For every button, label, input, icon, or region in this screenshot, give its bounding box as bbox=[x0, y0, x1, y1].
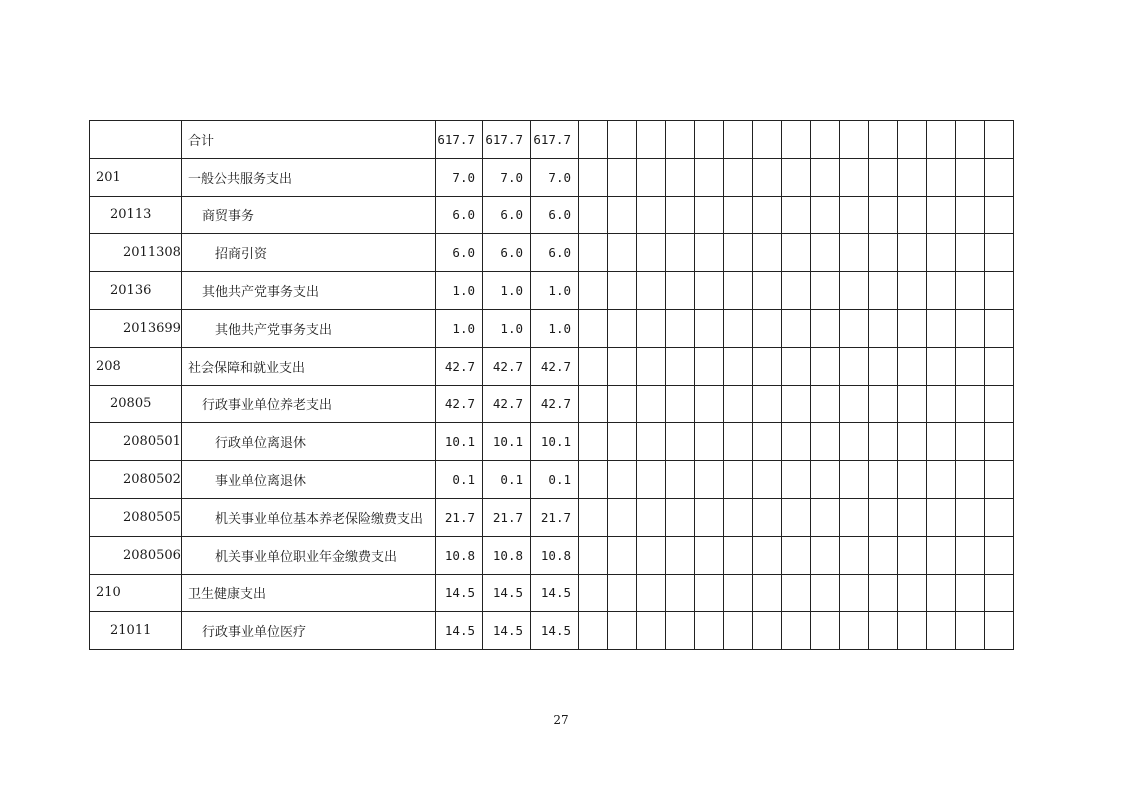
amount-cell: 21.7 bbox=[436, 498, 483, 536]
empty-cell bbox=[666, 612, 695, 650]
empty-cell bbox=[927, 196, 956, 234]
empty-cell bbox=[869, 536, 898, 574]
empty-cell bbox=[724, 121, 753, 159]
empty-cell bbox=[695, 121, 724, 159]
empty-cell bbox=[782, 309, 811, 347]
empty-cell bbox=[840, 121, 869, 159]
table-row bbox=[90, 234, 1014, 272]
subject-name-cell: 事业单位离退休 bbox=[182, 461, 436, 499]
empty-cell bbox=[724, 612, 753, 650]
amount-cell: 42.7 bbox=[483, 385, 531, 423]
amount-cell: 10.1 bbox=[531, 423, 579, 461]
empty-cell bbox=[840, 347, 869, 385]
empty-cell bbox=[840, 612, 869, 650]
subject-name-cell: 行政事业单位医疗 bbox=[182, 612, 436, 650]
amount-cell: 10.8 bbox=[436, 536, 483, 574]
empty-cell bbox=[666, 461, 695, 499]
empty-cell bbox=[724, 196, 753, 234]
empty-cell bbox=[782, 574, 811, 612]
empty-cell bbox=[608, 347, 637, 385]
table-row bbox=[90, 347, 1014, 385]
empty-cell bbox=[927, 272, 956, 310]
empty-cell bbox=[579, 272, 608, 310]
empty-cell bbox=[753, 461, 782, 499]
empty-cell bbox=[869, 121, 898, 159]
empty-cell bbox=[985, 423, 1014, 461]
empty-cell bbox=[985, 309, 1014, 347]
empty-cell bbox=[637, 498, 666, 536]
subject-name-cell: 机关事业单位职业年金缴费支出 bbox=[182, 536, 436, 574]
empty-cell bbox=[579, 536, 608, 574]
empty-cell bbox=[695, 272, 724, 310]
empty-cell bbox=[753, 196, 782, 234]
empty-cell bbox=[956, 536, 985, 574]
empty-cell bbox=[898, 385, 927, 423]
subject-code-cell: 2080505 bbox=[90, 498, 182, 536]
table-row bbox=[90, 536, 1014, 574]
empty-cell bbox=[898, 347, 927, 385]
empty-cell bbox=[985, 574, 1014, 612]
empty-cell bbox=[579, 196, 608, 234]
amount-cell: 1.0 bbox=[531, 272, 579, 310]
empty-cell bbox=[840, 158, 869, 196]
empty-cell bbox=[666, 347, 695, 385]
empty-cell bbox=[840, 385, 869, 423]
empty-cell bbox=[579, 612, 608, 650]
empty-cell bbox=[869, 234, 898, 272]
empty-cell bbox=[666, 272, 695, 310]
empty-cell bbox=[637, 234, 666, 272]
empty-cell bbox=[985, 461, 1014, 499]
empty-cell bbox=[666, 158, 695, 196]
table-row bbox=[90, 272, 1014, 310]
subject-name-cell: 机关事业单位基本养老保险缴费支出 bbox=[182, 498, 436, 536]
amount-cell: 1.0 bbox=[483, 309, 531, 347]
empty-cell bbox=[666, 536, 695, 574]
subject-name-cell: 社会保障和就业支出 bbox=[182, 347, 436, 385]
empty-cell bbox=[666, 234, 695, 272]
empty-cell bbox=[579, 121, 608, 159]
empty-cell bbox=[695, 196, 724, 234]
empty-cell bbox=[956, 461, 985, 499]
empty-cell bbox=[869, 498, 898, 536]
empty-cell bbox=[753, 121, 782, 159]
empty-cell bbox=[695, 347, 724, 385]
amount-cell: 617.7 bbox=[531, 121, 579, 159]
empty-cell bbox=[782, 196, 811, 234]
amount-cell: 0.1 bbox=[483, 461, 531, 499]
empty-cell bbox=[608, 612, 637, 650]
empty-cell bbox=[695, 612, 724, 650]
empty-cell bbox=[753, 536, 782, 574]
amount-cell: 14.5 bbox=[436, 612, 483, 650]
table-row bbox=[90, 121, 1014, 159]
empty-cell bbox=[840, 272, 869, 310]
empty-cell bbox=[811, 574, 840, 612]
empty-cell bbox=[782, 423, 811, 461]
empty-cell bbox=[579, 461, 608, 499]
empty-cell bbox=[811, 309, 840, 347]
empty-cell bbox=[985, 234, 1014, 272]
empty-cell bbox=[985, 385, 1014, 423]
empty-cell bbox=[956, 121, 985, 159]
empty-cell bbox=[753, 574, 782, 612]
amount-cell: 7.0 bbox=[436, 158, 483, 196]
subject-code-cell: 2013699 bbox=[90, 309, 182, 347]
empty-cell bbox=[811, 347, 840, 385]
table-row bbox=[90, 612, 1014, 650]
empty-cell bbox=[956, 612, 985, 650]
empty-cell bbox=[985, 121, 1014, 159]
empty-cell bbox=[753, 498, 782, 536]
empty-cell bbox=[666, 498, 695, 536]
empty-cell bbox=[695, 158, 724, 196]
empty-cell bbox=[724, 272, 753, 310]
empty-cell bbox=[956, 272, 985, 310]
empty-cell bbox=[985, 272, 1014, 310]
empty-cell bbox=[840, 423, 869, 461]
amount-cell: 14.5 bbox=[483, 612, 531, 650]
empty-cell bbox=[608, 272, 637, 310]
empty-cell bbox=[695, 498, 724, 536]
empty-cell bbox=[840, 461, 869, 499]
empty-cell bbox=[608, 121, 637, 159]
empty-cell bbox=[608, 498, 637, 536]
amount-cell: 10.8 bbox=[531, 536, 579, 574]
empty-cell bbox=[637, 309, 666, 347]
subject-code-cell: 2080502 bbox=[90, 461, 182, 499]
empty-cell bbox=[898, 309, 927, 347]
empty-cell bbox=[869, 574, 898, 612]
empty-cell bbox=[927, 347, 956, 385]
empty-cell bbox=[579, 158, 608, 196]
empty-cell bbox=[927, 234, 956, 272]
empty-cell bbox=[724, 498, 753, 536]
empty-cell bbox=[927, 498, 956, 536]
empty-cell bbox=[956, 498, 985, 536]
empty-cell bbox=[811, 196, 840, 234]
empty-cell bbox=[695, 423, 724, 461]
empty-cell bbox=[811, 461, 840, 499]
empty-cell bbox=[608, 234, 637, 272]
empty-cell bbox=[724, 461, 753, 499]
subject-code-cell: 20113 bbox=[90, 196, 182, 234]
amount-cell: 0.1 bbox=[531, 461, 579, 499]
amount-cell: 7.0 bbox=[531, 158, 579, 196]
table-row bbox=[90, 574, 1014, 612]
empty-cell bbox=[927, 309, 956, 347]
table-row bbox=[90, 498, 1014, 536]
empty-cell bbox=[985, 612, 1014, 650]
amount-cell: 6.0 bbox=[483, 234, 531, 272]
empty-cell bbox=[927, 423, 956, 461]
amount-cell: 14.5 bbox=[531, 574, 579, 612]
subject-code-cell: 208 bbox=[90, 347, 182, 385]
empty-cell bbox=[782, 234, 811, 272]
empty-cell bbox=[753, 272, 782, 310]
subject-name-cell: 行政单位离退休 bbox=[182, 423, 436, 461]
subject-code-cell: 2011308 bbox=[90, 234, 182, 272]
empty-cell bbox=[927, 158, 956, 196]
table-row bbox=[90, 309, 1014, 347]
subject-name-cell: 一般公共服务支出 bbox=[182, 158, 436, 196]
empty-cell bbox=[869, 272, 898, 310]
empty-cell bbox=[782, 347, 811, 385]
empty-cell bbox=[840, 574, 869, 612]
empty-cell bbox=[869, 423, 898, 461]
empty-cell bbox=[724, 234, 753, 272]
subject-code-cell: 2080501 bbox=[90, 423, 182, 461]
empty-cell bbox=[782, 612, 811, 650]
empty-cell bbox=[869, 158, 898, 196]
subject-code-cell: 2080506 bbox=[90, 536, 182, 574]
empty-cell bbox=[608, 574, 637, 612]
empty-cell bbox=[898, 272, 927, 310]
empty-cell bbox=[927, 574, 956, 612]
empty-cell bbox=[898, 536, 927, 574]
amount-cell: 42.7 bbox=[483, 347, 531, 385]
empty-cell bbox=[724, 536, 753, 574]
empty-cell bbox=[753, 385, 782, 423]
amount-cell: 21.7 bbox=[531, 498, 579, 536]
amount-cell: 6.0 bbox=[531, 234, 579, 272]
empty-cell bbox=[666, 121, 695, 159]
empty-cell bbox=[985, 347, 1014, 385]
empty-cell bbox=[985, 536, 1014, 574]
empty-cell bbox=[927, 385, 956, 423]
empty-cell bbox=[898, 121, 927, 159]
empty-cell bbox=[927, 121, 956, 159]
empty-cell bbox=[956, 158, 985, 196]
empty-cell bbox=[811, 272, 840, 310]
empty-cell bbox=[724, 158, 753, 196]
amount-cell: 6.0 bbox=[436, 234, 483, 272]
page-number: 27 bbox=[553, 713, 569, 727]
empty-cell bbox=[608, 461, 637, 499]
empty-cell bbox=[898, 423, 927, 461]
empty-cell bbox=[956, 196, 985, 234]
amount-cell: 42.7 bbox=[436, 385, 483, 423]
empty-cell bbox=[869, 461, 898, 499]
empty-cell bbox=[608, 385, 637, 423]
empty-cell bbox=[840, 309, 869, 347]
subject-code-cell: 21011 bbox=[90, 612, 182, 650]
empty-cell bbox=[782, 272, 811, 310]
empty-cell bbox=[898, 461, 927, 499]
empty-cell bbox=[753, 347, 782, 385]
empty-cell bbox=[956, 309, 985, 347]
empty-cell bbox=[695, 234, 724, 272]
empty-cell bbox=[869, 196, 898, 234]
amount-cell: 42.7 bbox=[531, 385, 579, 423]
subject-code-cell: 20136 bbox=[90, 272, 182, 310]
table-body bbox=[90, 121, 1014, 650]
empty-cell bbox=[782, 536, 811, 574]
amount-cell: 42.7 bbox=[436, 347, 483, 385]
empty-cell bbox=[985, 498, 1014, 536]
empty-cell bbox=[637, 574, 666, 612]
empty-cell bbox=[840, 234, 869, 272]
table-row bbox=[90, 158, 1014, 196]
empty-cell bbox=[811, 498, 840, 536]
empty-cell bbox=[637, 461, 666, 499]
empty-cell bbox=[753, 234, 782, 272]
empty-cell bbox=[579, 234, 608, 272]
amount-cell: 6.0 bbox=[436, 196, 483, 234]
empty-cell bbox=[608, 423, 637, 461]
amount-cell: 1.0 bbox=[531, 309, 579, 347]
empty-cell bbox=[608, 196, 637, 234]
empty-cell bbox=[579, 574, 608, 612]
subject-code-cell bbox=[90, 121, 182, 159]
subject-name-cell: 其他共产党事务支出 bbox=[182, 309, 436, 347]
amount-cell: 7.0 bbox=[483, 158, 531, 196]
empty-cell bbox=[753, 423, 782, 461]
table-row bbox=[90, 461, 1014, 499]
empty-cell bbox=[956, 385, 985, 423]
empty-cell bbox=[782, 385, 811, 423]
amount-cell: 14.5 bbox=[531, 612, 579, 650]
subject-name-cell: 商贸事务 bbox=[182, 196, 436, 234]
empty-cell bbox=[898, 234, 927, 272]
subject-name-cell: 卫生健康支出 bbox=[182, 574, 436, 612]
empty-cell bbox=[637, 536, 666, 574]
table-row bbox=[90, 385, 1014, 423]
empty-cell bbox=[927, 612, 956, 650]
empty-cell bbox=[724, 347, 753, 385]
empty-cell bbox=[811, 234, 840, 272]
empty-cell bbox=[869, 309, 898, 347]
empty-cell bbox=[724, 574, 753, 612]
subject-code-cell: 210 bbox=[90, 574, 182, 612]
amount-cell: 10.8 bbox=[483, 536, 531, 574]
empty-cell bbox=[724, 423, 753, 461]
empty-cell bbox=[811, 536, 840, 574]
empty-cell bbox=[869, 612, 898, 650]
empty-cell bbox=[608, 309, 637, 347]
amount-cell: 1.0 bbox=[436, 272, 483, 310]
empty-cell bbox=[579, 309, 608, 347]
empty-cell bbox=[782, 461, 811, 499]
empty-cell bbox=[637, 121, 666, 159]
empty-cell bbox=[753, 309, 782, 347]
empty-cell bbox=[956, 234, 985, 272]
empty-cell bbox=[782, 121, 811, 159]
amount-cell: 1.0 bbox=[483, 272, 531, 310]
amount-cell: 0.1 bbox=[436, 461, 483, 499]
empty-cell bbox=[724, 385, 753, 423]
amount-cell: 21.7 bbox=[483, 498, 531, 536]
empty-cell bbox=[695, 536, 724, 574]
empty-cell bbox=[637, 612, 666, 650]
empty-cell bbox=[927, 536, 956, 574]
empty-cell bbox=[637, 347, 666, 385]
empty-cell bbox=[869, 347, 898, 385]
empty-cell bbox=[753, 612, 782, 650]
empty-cell bbox=[753, 158, 782, 196]
empty-cell bbox=[985, 196, 1014, 234]
amount-cell: 14.5 bbox=[483, 574, 531, 612]
subject-name-cell: 行政事业单位养老支出 bbox=[182, 385, 436, 423]
empty-cell bbox=[579, 498, 608, 536]
empty-cell bbox=[956, 574, 985, 612]
empty-cell bbox=[666, 309, 695, 347]
empty-cell bbox=[666, 385, 695, 423]
empty-cell bbox=[956, 423, 985, 461]
subject-code-cell: 201 bbox=[90, 158, 182, 196]
amount-cell: 10.1 bbox=[483, 423, 531, 461]
empty-cell bbox=[637, 272, 666, 310]
amount-cell: 617.7 bbox=[436, 121, 483, 159]
empty-cell bbox=[782, 158, 811, 196]
amount-cell: 10.1 bbox=[436, 423, 483, 461]
empty-cell bbox=[608, 158, 637, 196]
budget-table bbox=[89, 120, 1014, 650]
amount-cell: 6.0 bbox=[483, 196, 531, 234]
empty-cell bbox=[579, 347, 608, 385]
subject-name-cell: 其他共产党事务支出 bbox=[182, 272, 436, 310]
empty-cell bbox=[898, 574, 927, 612]
empty-cell bbox=[695, 461, 724, 499]
empty-cell bbox=[637, 196, 666, 234]
subject-name-cell: 合计 bbox=[182, 121, 436, 159]
empty-cell bbox=[898, 612, 927, 650]
empty-cell bbox=[811, 121, 840, 159]
empty-cell bbox=[637, 158, 666, 196]
empty-cell bbox=[811, 385, 840, 423]
table-row bbox=[90, 196, 1014, 234]
amount-cell: 14.5 bbox=[436, 574, 483, 612]
empty-cell bbox=[695, 309, 724, 347]
empty-cell bbox=[724, 309, 753, 347]
empty-cell bbox=[985, 158, 1014, 196]
amount-cell: 42.7 bbox=[531, 347, 579, 385]
empty-cell bbox=[956, 347, 985, 385]
empty-cell bbox=[666, 196, 695, 234]
empty-cell bbox=[666, 574, 695, 612]
empty-cell bbox=[811, 423, 840, 461]
amount-cell: 1.0 bbox=[436, 309, 483, 347]
subject-name-cell: 招商引资 bbox=[182, 234, 436, 272]
amount-cell: 6.0 bbox=[531, 196, 579, 234]
table-row bbox=[90, 423, 1014, 461]
empty-cell bbox=[840, 196, 869, 234]
empty-cell bbox=[927, 461, 956, 499]
empty-cell bbox=[811, 158, 840, 196]
empty-cell bbox=[898, 498, 927, 536]
empty-cell bbox=[666, 423, 695, 461]
empty-cell bbox=[782, 498, 811, 536]
empty-cell bbox=[840, 536, 869, 574]
empty-cell bbox=[608, 536, 637, 574]
subject-code-cell: 20805 bbox=[90, 385, 182, 423]
empty-cell bbox=[579, 385, 608, 423]
empty-cell bbox=[898, 158, 927, 196]
empty-cell bbox=[695, 385, 724, 423]
amount-cell: 617.7 bbox=[483, 121, 531, 159]
empty-cell bbox=[695, 574, 724, 612]
empty-cell bbox=[637, 385, 666, 423]
empty-cell bbox=[898, 196, 927, 234]
empty-cell bbox=[840, 498, 869, 536]
empty-cell bbox=[637, 423, 666, 461]
empty-cell bbox=[869, 385, 898, 423]
empty-cell bbox=[579, 423, 608, 461]
empty-cell bbox=[811, 612, 840, 650]
